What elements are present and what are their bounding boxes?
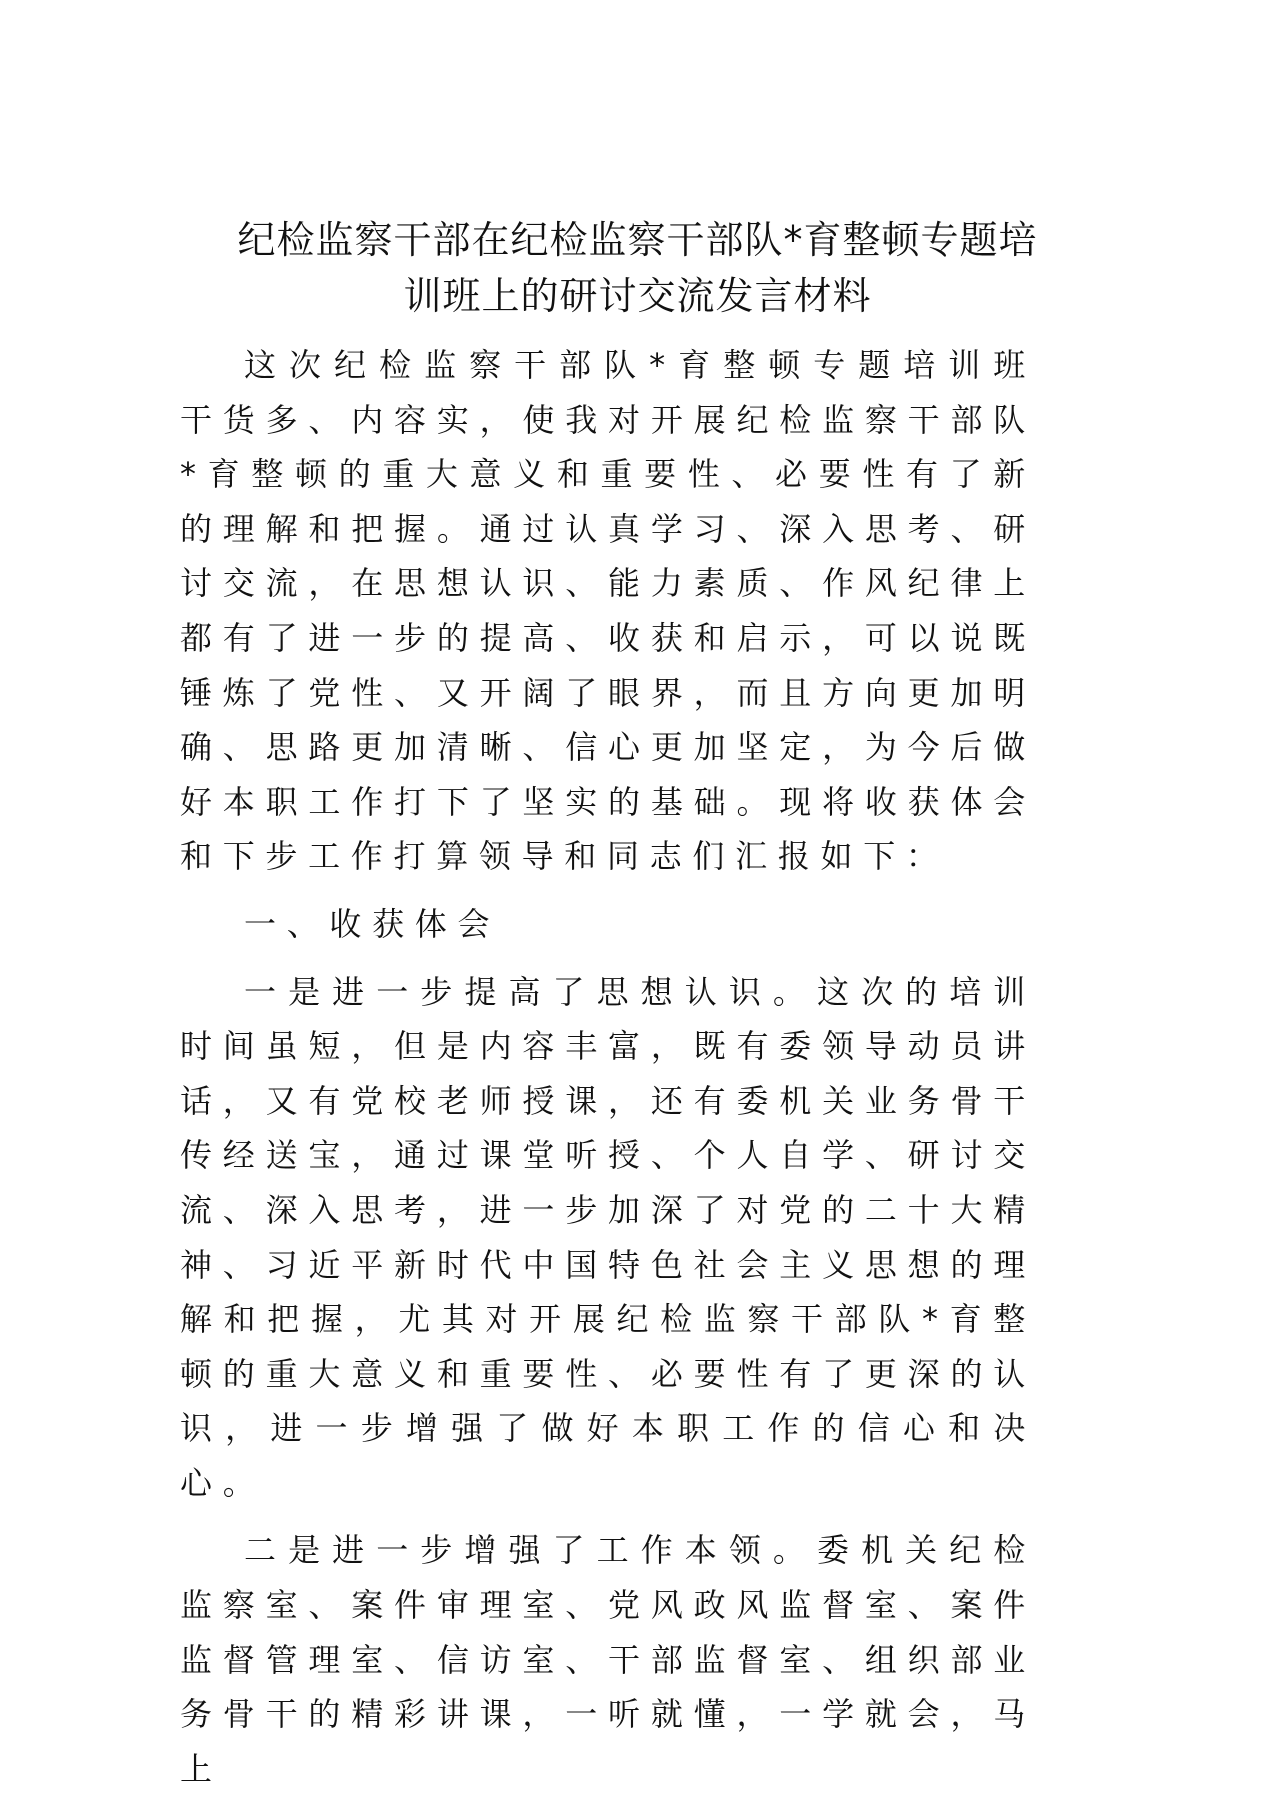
document-body <box>180 338 1036 1796</box>
intro-paragraph: 这次纪检监察干部队*育整顿专题培训班干货多、内容实，使我对开展纪检监察干部队*育整顿的重大意义和重要性、必要性有了新的理解和把握。通过认真学习、深入思考、研讨交流，在思想认识、能力素质、作风纪律上都有了进一步的提高、收获和启示，可以说既锤炼了党性、又开阔了眼界，而且方向更加明确、思路更加清晰、信心更加坚定，为今后做好本职工作打下了坚实的基础。现将收获体会和下步工作打算领导和同志们汇报如下： <box>180 346 1036 876</box>
title-line-2: 训班上的研讨交流发言材料 <box>403 274 872 318</box>
title-line-1: 纪检监察干部在纪检监察干部队*育整顿专题培 <box>237 218 1038 262</box>
paragraph-point-two: 二是进一步增强了工作本领。委机关纪检监察室、案件审理室、党风政风监督室、案件监督管理室、信访室、干部监督室、组织部业务骨干的精彩讲课，一听就懂，一学就会，马上 <box>180 1531 1036 1788</box>
section-heading-harvest: 一、收获体会 <box>244 904 501 943</box>
paragraph-point-one: 一是进一步提高了思想认识。这次的培训时间虽短，但是内容丰富，既有委领导动员讲话，又有党校老师授课，还有委机关业务骨干传经送宝，通过课堂听授、个人自学、研讨交流、深入思考，进一步加深了对党的二十大精神、习近平新时代中国特色社会主义思想的理解和把握，尤其对开展纪检监察干部队*育整顿的重大意义和重要性、必要性有了更深的认识，进一步增强了做好本职工作的信心和决心。 <box>180 972 1036 1502</box>
document-title <box>150 212 1125 324</box>
